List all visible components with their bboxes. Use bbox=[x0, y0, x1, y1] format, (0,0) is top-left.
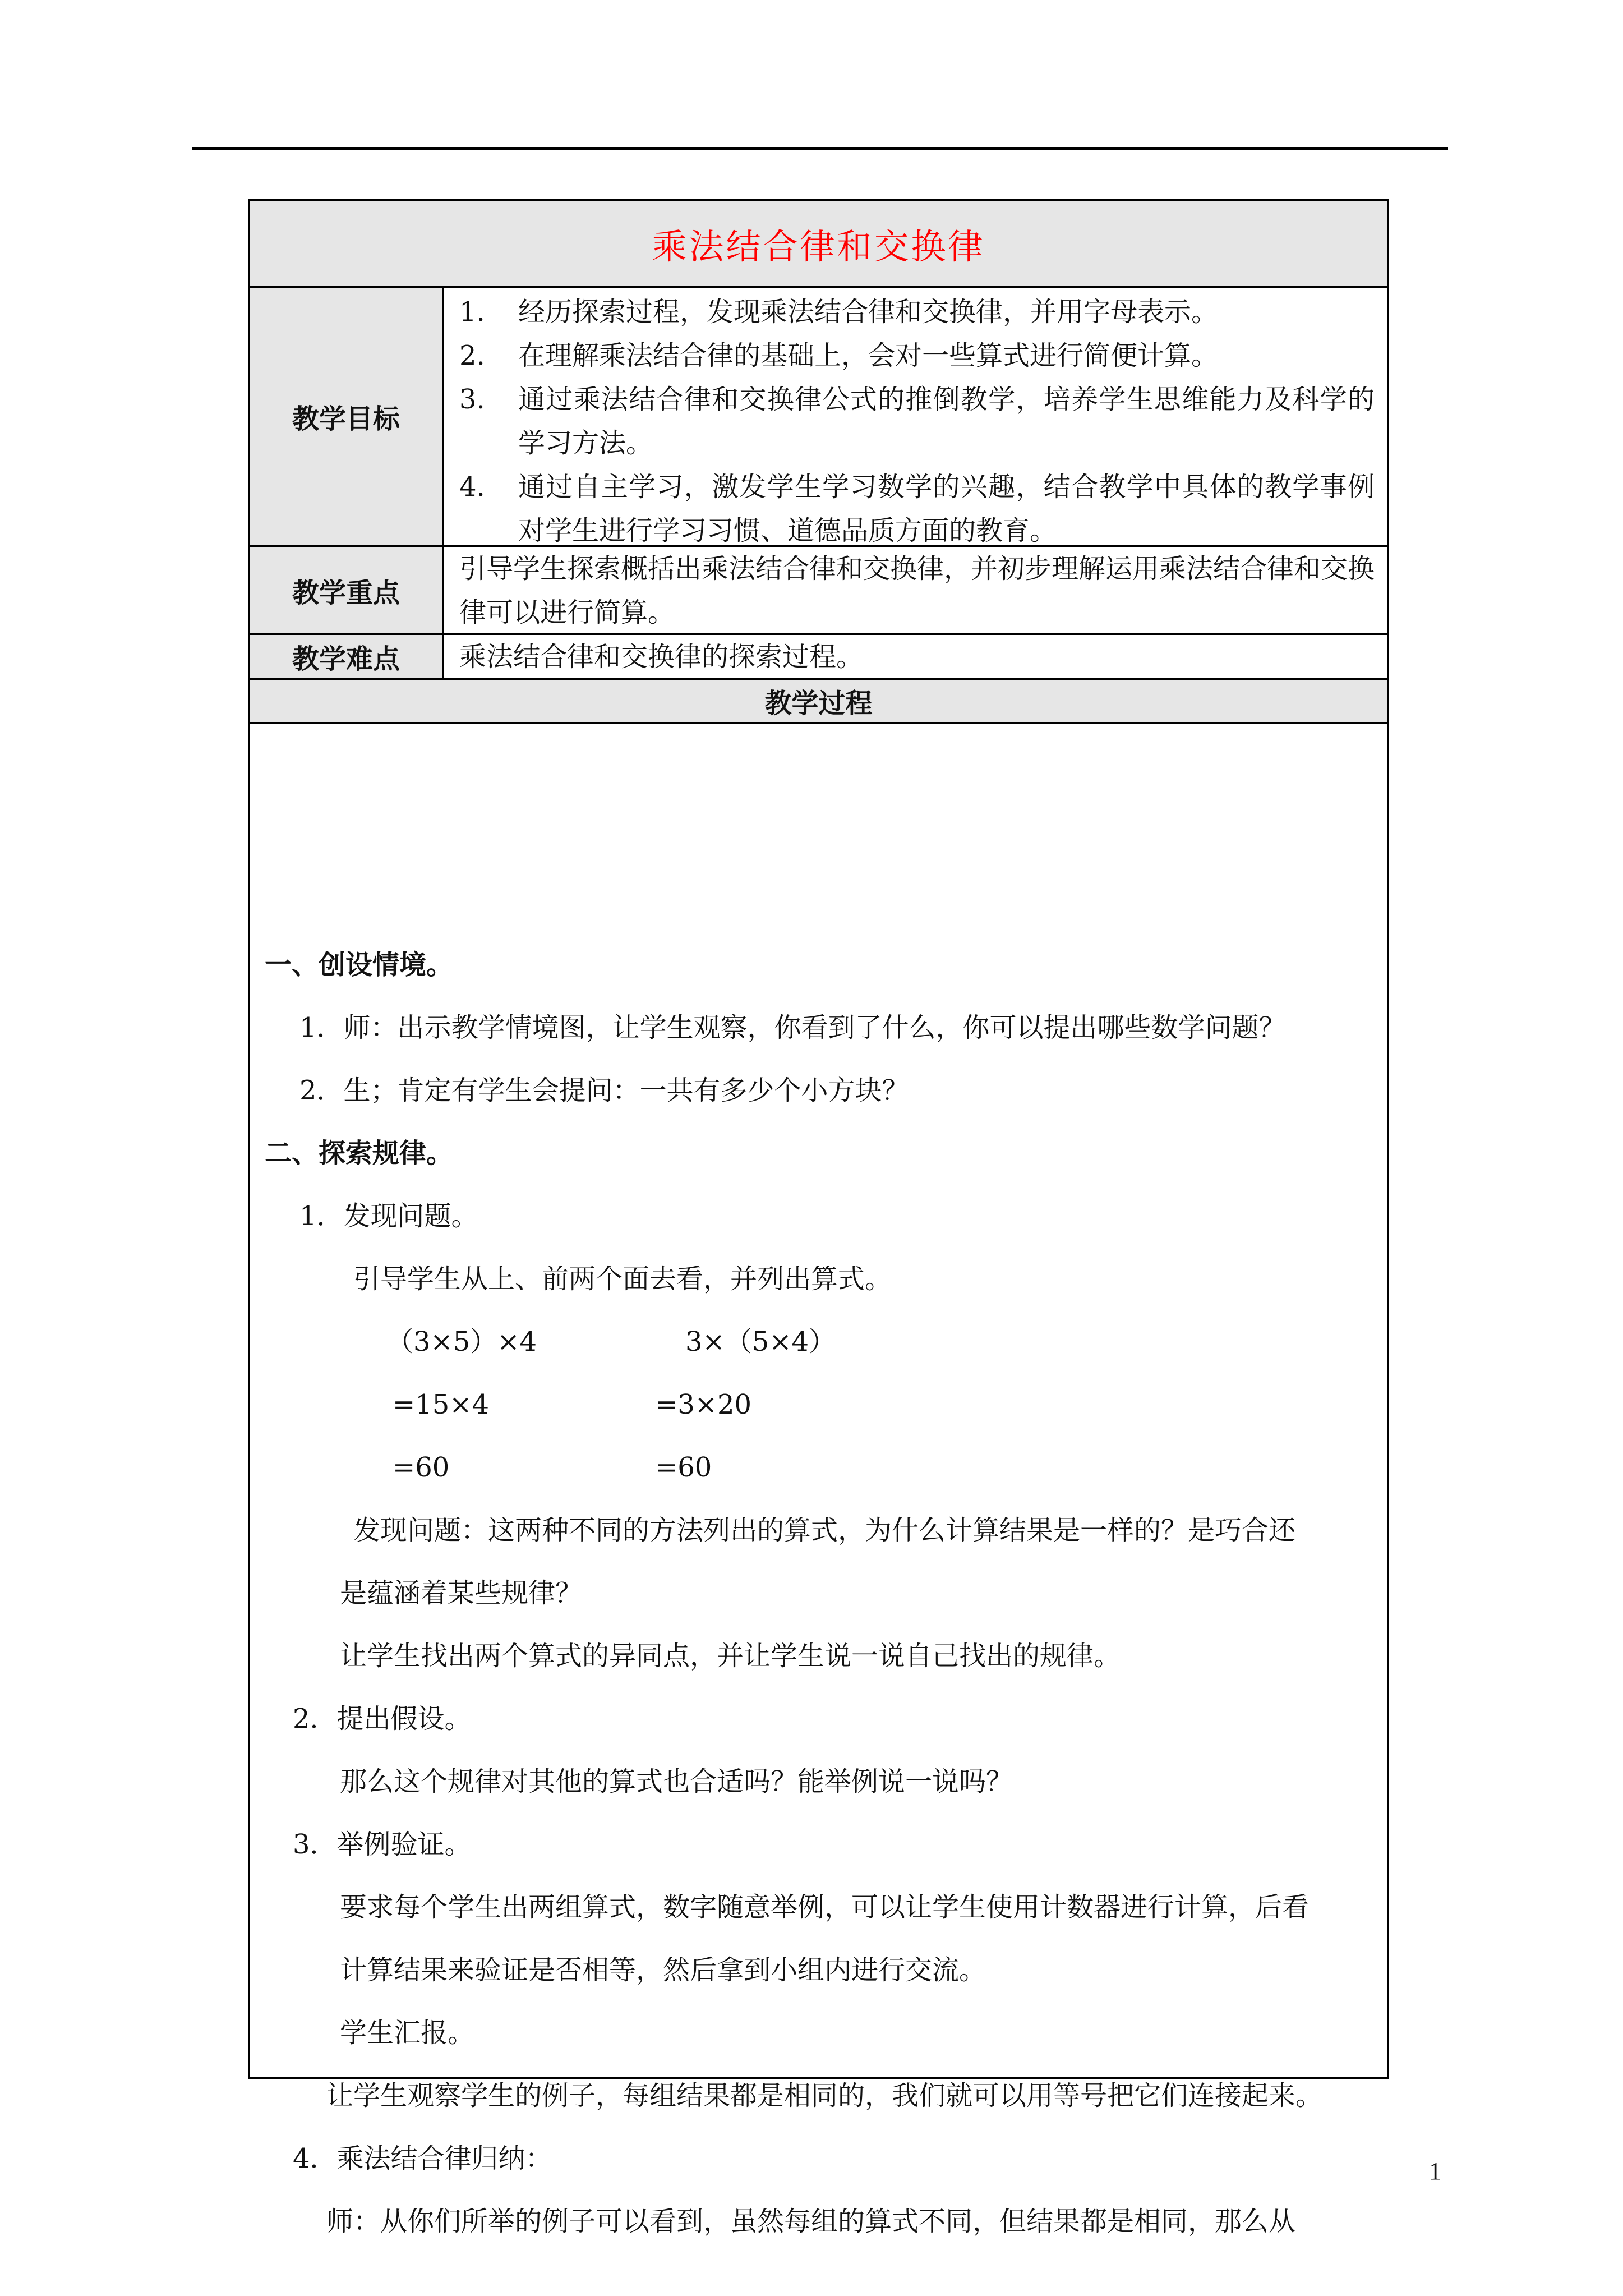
equation-right: =60 bbox=[655, 1452, 712, 1483]
difficult-label: 教学难点 bbox=[250, 635, 444, 678]
objective-number: 1. bbox=[459, 296, 485, 328]
body-line: 学生汇报。 bbox=[340, 2017, 475, 2049]
body-line: 让学生找出两个算式的异同点，并让学生说一说自己找出的规律。 bbox=[340, 1640, 1121, 1672]
equation-left: （3×5）×4 bbox=[386, 1326, 537, 1358]
keypoint-cell bbox=[444, 547, 1387, 633]
objective-number: 3. bbox=[459, 384, 485, 415]
objective-item bbox=[444, 290, 1387, 334]
lesson-title: 乘法结合律和交换律 bbox=[652, 226, 985, 267]
body-line: 那么这个规律对其他的算式也合适吗？能举例说一说吗？ bbox=[340, 1766, 1013, 1797]
section-heading: 一、创设情境。 bbox=[265, 949, 454, 981]
objectives-label: 教学目标 bbox=[250, 288, 444, 545]
body-line: 2．提出假设。 bbox=[293, 1703, 472, 1734]
objectives-row bbox=[250, 288, 1387, 547]
difficult-cell bbox=[444, 635, 1387, 678]
keypoint-label: 教学重点 bbox=[250, 547, 444, 633]
body-line: 1．发现问题。 bbox=[299, 1200, 478, 1232]
difficult-text: 乘法结合律和交换律的探索过程。 bbox=[459, 641, 864, 673]
equation-right: 3×（5×4） bbox=[685, 1326, 836, 1358]
objective-text: 通过乘法结合律和交换律公式的推倒教学，培养学生思维能力及科学的学习方法。 bbox=[518, 384, 1375, 459]
process-header: 教学过程 bbox=[250, 680, 1387, 724]
body-line: 2．生；肯定有学生会提问：一共有多少个小方块？ bbox=[299, 1075, 909, 1106]
lesson-plan-table bbox=[248, 199, 1389, 2237]
equation-left: =15×4 bbox=[393, 1389, 490, 1420]
process-body bbox=[250, 724, 1387, 2237]
objective-number: 4. bbox=[459, 471, 485, 503]
objective-number: 2. bbox=[459, 340, 485, 371]
equation-left: =60 bbox=[393, 1452, 450, 1483]
title-row bbox=[250, 201, 1387, 288]
body-line: 1．师：出示教学情境图，让学生观察，你看到了什么，你可以提出哪些数学问题？ bbox=[299, 1012, 1286, 1043]
body-line: 要求每个学生出两组算式，数字随意举例，可以让学生使用计数器进行计算，后看 bbox=[340, 1892, 1310, 1923]
objective-text: 在理解乘法结合律的基础上，会对一些算式进行简便计算。 bbox=[518, 340, 1219, 371]
objective-item bbox=[444, 465, 1387, 553]
objectives-cell bbox=[444, 288, 1387, 545]
header-rule bbox=[192, 147, 1448, 150]
body-line: 4．乘法结合律归纳： bbox=[293, 2143, 552, 2174]
page-number: 1 bbox=[1429, 2157, 1441, 2185]
objective-item bbox=[444, 334, 1387, 378]
objective-text: 通过自主学习，激发学生学习数学的兴趣，结合教学中具体的教学事例对学生进行学习习惯、道德品质方面的教育。 bbox=[518, 471, 1375, 546]
body-line: 让学生观察学生的例子，每组结果都是相同的，我们就可以用等号把它们连接起来。 bbox=[326, 2080, 1323, 2111]
body-line: 发现问题：这两种不同的方法列出的算式，为什么计算结果是一样的？是巧合还 bbox=[353, 1515, 1296, 1546]
keypoint-text: 引导学生探索概括出乘法结合律和交换律，并初步理解运用乘法结合律和交换律可以进行简算。 bbox=[459, 553, 1375, 628]
objectives-list bbox=[444, 290, 1387, 553]
body-line: 师：从你们所举的例子可以看到，虽然每组的算式不同，但结果都是相同，那么从 bbox=[326, 2206, 1296, 2237]
difficult-row bbox=[250, 635, 1387, 680]
objective-text: 经历探索过程，发现乘法结合律和交换律，并用字母表示。 bbox=[518, 296, 1219, 328]
keypoint-row bbox=[250, 547, 1387, 635]
body-line: 引导学生从上、前两个面去看，并列出算式。 bbox=[353, 1263, 892, 1295]
objective-item bbox=[444, 378, 1387, 465]
body-line: 是蕴涵着某些规律？ bbox=[340, 1577, 583, 1609]
section-heading: 二、探索规律。 bbox=[265, 1138, 454, 1169]
equation-right: =3×20 bbox=[655, 1389, 752, 1420]
body-line: 3．举例验证。 bbox=[293, 1829, 472, 1860]
body-line: 计算结果来验证是否相等，然后拿到小组内进行交流。 bbox=[340, 1954, 986, 1986]
